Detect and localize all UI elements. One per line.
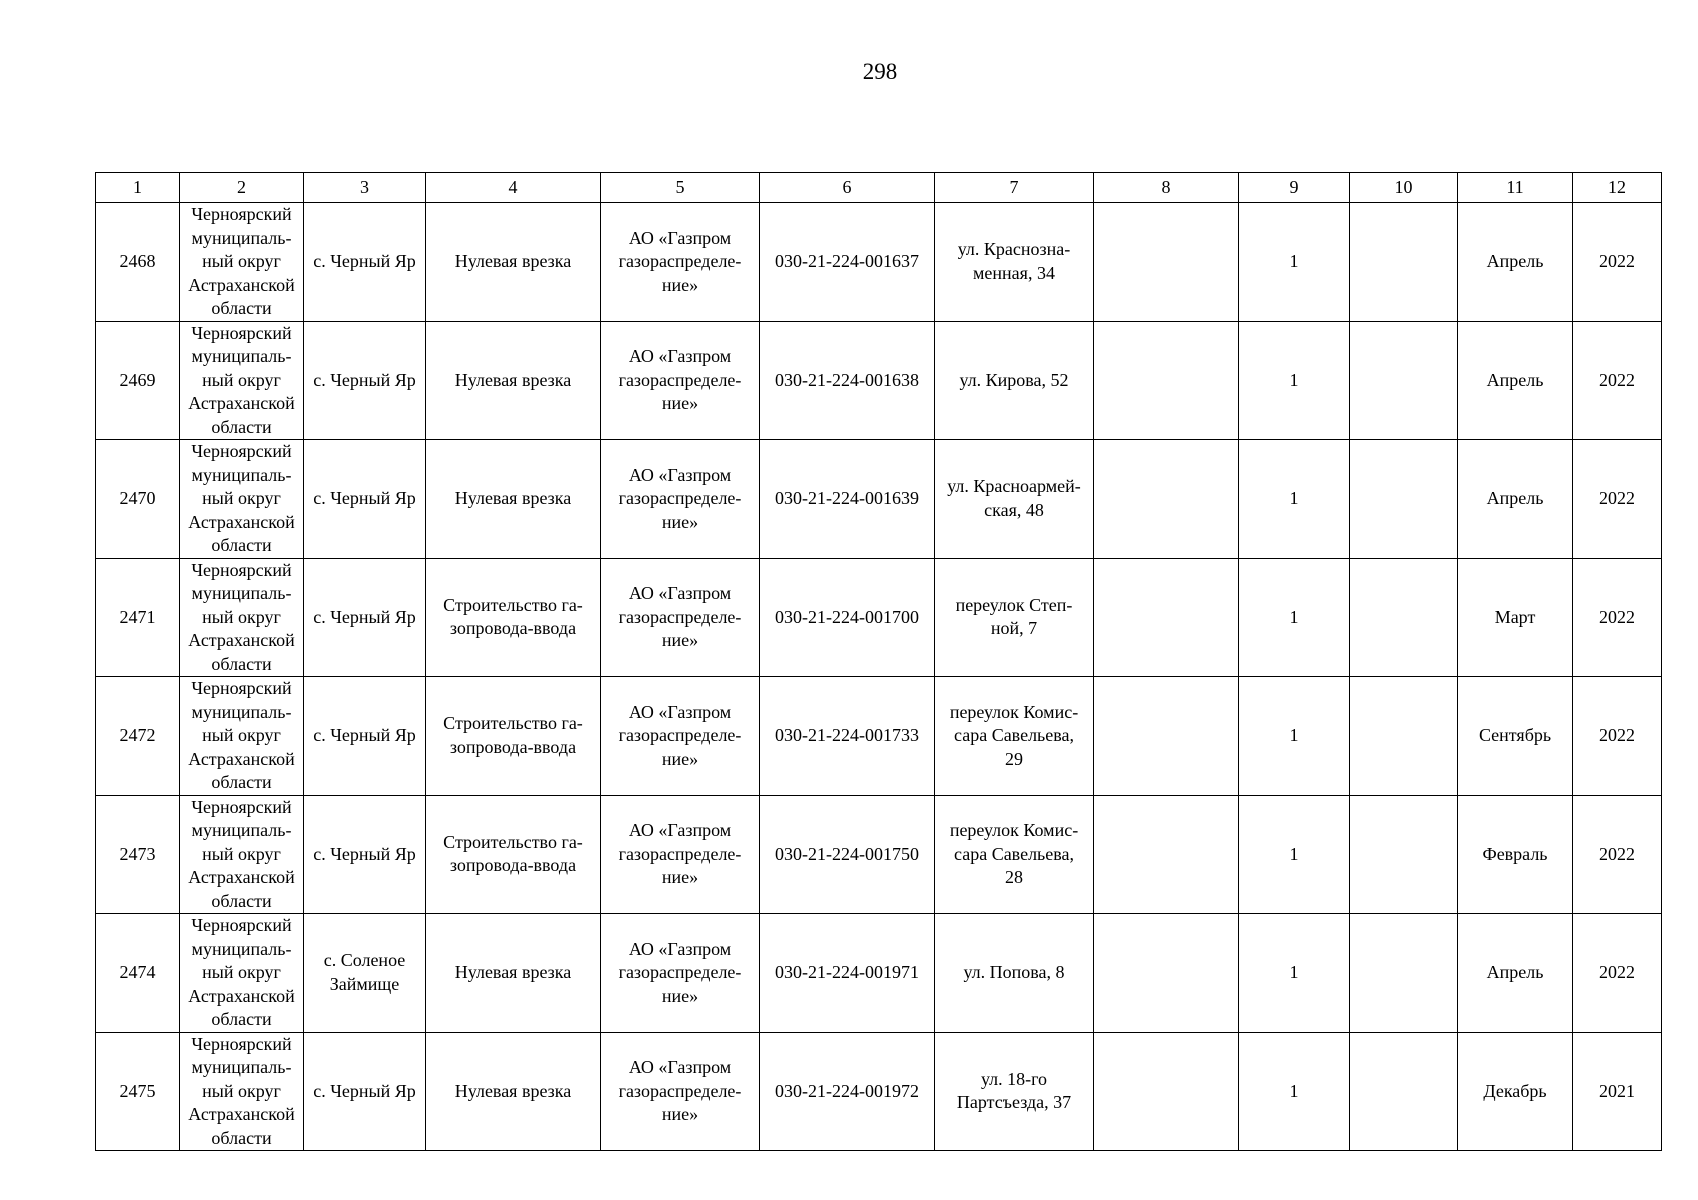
cell-line: с. Черный Яр bbox=[313, 725, 416, 745]
cell-line: ный округ bbox=[202, 369, 281, 390]
cell-line: переулок Комис- bbox=[949, 701, 1079, 722]
cell-line: сара Савельева, bbox=[954, 725, 1074, 745]
object-code-cell: 030-21-224-001971 bbox=[760, 914, 935, 1033]
column-10-cell bbox=[1350, 440, 1458, 559]
address-cell bbox=[935, 558, 1094, 677]
organization-cell bbox=[601, 440, 760, 559]
cell-line: области bbox=[211, 772, 272, 792]
settlement-cell bbox=[304, 914, 426, 1033]
address-cell bbox=[935, 203, 1094, 322]
cell-line: муниципаль- bbox=[191, 583, 292, 603]
cell-line: АО «Газпром bbox=[628, 227, 732, 248]
year-cell: 2022 bbox=[1573, 440, 1662, 559]
district-cell bbox=[180, 558, 304, 677]
year-cell: 2022 bbox=[1573, 795, 1662, 914]
organization-cell bbox=[601, 914, 760, 1033]
cell-line: ние» bbox=[661, 985, 699, 1006]
quantity-cell: 1 bbox=[1239, 914, 1350, 1033]
cell-line: переулок Степ- bbox=[955, 594, 1073, 615]
cell-line: Астраханской bbox=[188, 511, 295, 532]
cell-line: Нулевая врезка bbox=[454, 369, 572, 390]
cell-line: Строительство га- bbox=[443, 594, 583, 615]
cell-line: области bbox=[211, 890, 272, 911]
district-cell bbox=[180, 1032, 304, 1151]
year-cell: 2022 bbox=[1573, 677, 1662, 796]
cell-line: Астраханской bbox=[188, 748, 295, 769]
quantity-cell: 1 bbox=[1239, 558, 1350, 677]
settlement-cell bbox=[304, 1032, 426, 1151]
month-cell: Апрель bbox=[1458, 321, 1573, 440]
cell-line: Черноярский bbox=[191, 322, 292, 343]
object-code-cell: 030-21-224-001639 bbox=[760, 440, 935, 559]
cell-line: АО «Газпром bbox=[628, 820, 732, 840]
cell-line: с. Черный Яр bbox=[313, 606, 416, 627]
cell-line: ул. Красноармей- bbox=[947, 476, 1081, 497]
column-number: 8 bbox=[1094, 173, 1239, 203]
column-number: 4 bbox=[426, 173, 601, 203]
column-8-cell bbox=[1094, 1032, 1239, 1151]
cell-line: газораспределе- bbox=[618, 1080, 742, 1101]
cell-line: с. Соленое bbox=[323, 950, 406, 971]
row-number-cell: 2475 bbox=[96, 1032, 180, 1151]
column-10-cell bbox=[1350, 677, 1458, 796]
organization-cell bbox=[601, 677, 760, 796]
cell-line: Черноярский bbox=[191, 678, 292, 698]
district-cell bbox=[180, 677, 304, 796]
cell-line: газораспределе- bbox=[618, 606, 742, 627]
month-cell: Апрель bbox=[1458, 440, 1573, 559]
cell-line: 29 bbox=[1005, 748, 1023, 769]
object-code-cell: 030-21-224-001972 bbox=[760, 1032, 935, 1151]
cell-line: ный округ bbox=[202, 488, 281, 508]
cell-line: Астраханской bbox=[188, 867, 295, 887]
work-type-cell bbox=[426, 440, 601, 559]
column-number: 3 bbox=[304, 173, 426, 203]
month-cell: Апрель bbox=[1458, 203, 1573, 322]
object-code-cell: 030-21-224-001638 bbox=[760, 321, 935, 440]
table-row bbox=[96, 558, 1662, 677]
quantity-cell: 1 bbox=[1239, 321, 1350, 440]
cell-line: области bbox=[211, 1009, 272, 1029]
cell-line: ул. Краснозна- bbox=[957, 239, 1071, 260]
cell-line: Нулевая врезка bbox=[454, 488, 572, 508]
month-cell: Сентябрь bbox=[1458, 677, 1573, 796]
column-10-cell bbox=[1350, 914, 1458, 1033]
cell-line: газораспределе- bbox=[618, 843, 742, 864]
column-number: 5 bbox=[601, 173, 760, 203]
settlement-cell bbox=[304, 203, 426, 322]
column-8-cell bbox=[1094, 677, 1239, 796]
cell-line: Нулевая врезка bbox=[454, 962, 572, 982]
cell-line: ние» bbox=[661, 511, 699, 532]
month-cell: Декабрь bbox=[1458, 1032, 1573, 1151]
row-number-cell: 2471 bbox=[96, 558, 180, 677]
table-row bbox=[96, 1032, 1662, 1151]
cell-line: муниципаль- bbox=[191, 701, 292, 722]
organization-cell bbox=[601, 321, 760, 440]
year-cell: 2021 bbox=[1573, 1032, 1662, 1151]
cell-line: ул. 18-го bbox=[980, 1068, 1048, 1089]
cell-line: Займище bbox=[329, 973, 400, 994]
column-8-cell bbox=[1094, 795, 1239, 914]
row-number-cell: 2474 bbox=[96, 914, 180, 1033]
cell-line: Черноярский bbox=[191, 915, 292, 935]
district-cell bbox=[180, 203, 304, 322]
table-row bbox=[96, 321, 1662, 440]
cell-line: Черноярский bbox=[191, 204, 292, 224]
organization-cell bbox=[601, 203, 760, 322]
table-row bbox=[96, 440, 1662, 559]
cell-line: ние» bbox=[661, 274, 699, 295]
column-10-cell bbox=[1350, 1032, 1458, 1151]
cell-line: области bbox=[211, 416, 272, 437]
cell-line: газораспределе- bbox=[618, 962, 742, 982]
object-code-cell: 030-21-224-001700 bbox=[760, 558, 935, 677]
settlement-cell bbox=[304, 440, 426, 559]
cell-line: зопровода-ввода bbox=[449, 736, 577, 757]
column-number-row bbox=[96, 173, 1662, 203]
cell-line: Нулевая врезка bbox=[454, 251, 572, 271]
cell-line: муниципаль- bbox=[191, 346, 292, 366]
cell-line: ул. Кирова, 52 bbox=[959, 369, 1069, 390]
settlement-cell bbox=[304, 677, 426, 796]
cell-line: Черноярский bbox=[191, 559, 292, 580]
district-cell bbox=[180, 321, 304, 440]
cell-line: Черноярский bbox=[191, 796, 292, 817]
cell-line: муниципаль- bbox=[191, 1057, 292, 1077]
column-number: 1 bbox=[96, 173, 180, 203]
organization-cell bbox=[601, 795, 760, 914]
cell-line: Партсъезда, 37 bbox=[956, 1092, 1072, 1113]
cell-line: 28 bbox=[1005, 867, 1023, 887]
cell-line: ный округ bbox=[202, 725, 281, 745]
cell-line: ул. Попова, 8 bbox=[963, 962, 1065, 982]
cell-line: Строительство га- bbox=[443, 831, 583, 852]
work-type-cell bbox=[426, 914, 601, 1033]
cell-line: с. Черный Яр bbox=[313, 843, 416, 864]
table-row bbox=[96, 203, 1662, 322]
cell-line: АО «Газпром bbox=[628, 464, 732, 485]
column-number: 11 bbox=[1458, 173, 1573, 203]
cell-line: ный округ bbox=[202, 1080, 281, 1101]
month-cell: Март bbox=[1458, 558, 1573, 677]
cell-line: муниципаль- bbox=[191, 227, 292, 248]
year-cell: 2022 bbox=[1573, 914, 1662, 1033]
table-row bbox=[96, 677, 1662, 796]
cell-line: ный округ bbox=[202, 843, 281, 864]
object-code-cell: 030-21-224-001733 bbox=[760, 677, 935, 796]
settlement-cell bbox=[304, 795, 426, 914]
column-number: 12 bbox=[1573, 173, 1662, 203]
cell-line: с. Черный Яр bbox=[313, 1080, 416, 1101]
address-cell bbox=[935, 440, 1094, 559]
cell-line: АО «Газпром bbox=[628, 1057, 732, 1077]
address-cell bbox=[935, 677, 1094, 796]
table-body bbox=[96, 173, 1662, 1151]
district-cell bbox=[180, 795, 304, 914]
column-number: 10 bbox=[1350, 173, 1458, 203]
organization-cell bbox=[601, 1032, 760, 1151]
cell-line: области bbox=[211, 535, 272, 555]
page-number: 298 bbox=[862, 59, 898, 84]
work-type-cell bbox=[426, 321, 601, 440]
cell-line: АО «Газпром bbox=[628, 583, 732, 603]
work-type-cell bbox=[426, 203, 601, 322]
cell-line: ская, 48 bbox=[984, 499, 1044, 520]
cell-line: ние» bbox=[661, 748, 699, 769]
cell-line: Черноярский bbox=[191, 441, 292, 461]
settlement-cell bbox=[304, 558, 426, 677]
cell-line: ние» bbox=[661, 1104, 699, 1124]
address-cell bbox=[935, 1032, 1094, 1151]
cell-line: переулок Комис- bbox=[949, 820, 1079, 840]
cell-line: газораспределе- bbox=[618, 369, 742, 390]
organization-cell bbox=[601, 558, 760, 677]
cell-line: Астраханской bbox=[188, 1104, 295, 1124]
cell-line: области bbox=[211, 1127, 272, 1148]
cell-line: ние» bbox=[661, 393, 699, 413]
row-number-cell: 2468 bbox=[96, 203, 180, 322]
cell-line: сара Савельева, bbox=[954, 843, 1074, 864]
cell-line: муниципаль- bbox=[191, 464, 292, 485]
year-cell: 2022 bbox=[1573, 203, 1662, 322]
district-cell bbox=[180, 440, 304, 559]
quantity-cell: 1 bbox=[1239, 1032, 1350, 1151]
row-number-cell: 2470 bbox=[96, 440, 180, 559]
quantity-cell: 1 bbox=[1239, 795, 1350, 914]
cell-line: газораспределе- bbox=[618, 488, 742, 508]
settlement-cell bbox=[304, 321, 426, 440]
month-cell: Февраль bbox=[1458, 795, 1573, 914]
cell-line: области bbox=[211, 653, 272, 674]
cell-line: зопровода-ввода bbox=[449, 855, 577, 876]
column-number: 9 bbox=[1239, 173, 1350, 203]
cell-line: Астраханской bbox=[188, 985, 295, 1006]
cell-line: ние» bbox=[661, 630, 699, 650]
row-number-cell: 2473 bbox=[96, 795, 180, 914]
column-10-cell bbox=[1350, 321, 1458, 440]
object-code-cell: 030-21-224-001750 bbox=[760, 795, 935, 914]
quantity-cell: 1 bbox=[1239, 203, 1350, 322]
column-8-cell bbox=[1094, 558, 1239, 677]
quantity-cell: 1 bbox=[1239, 677, 1350, 796]
cell-line: муниципаль- bbox=[191, 938, 292, 959]
work-type-cell bbox=[426, 1032, 601, 1151]
cell-line: Строительство га- bbox=[443, 713, 583, 734]
column-8-cell bbox=[1094, 440, 1239, 559]
column-number: 6 bbox=[760, 173, 935, 203]
column-10-cell bbox=[1350, 558, 1458, 677]
column-8-cell bbox=[1094, 914, 1239, 1033]
work-type-cell bbox=[426, 558, 601, 677]
address-cell bbox=[935, 914, 1094, 1033]
work-type-cell bbox=[426, 677, 601, 796]
column-number: 7 bbox=[935, 173, 1094, 203]
column-10-cell bbox=[1350, 795, 1458, 914]
column-8-cell bbox=[1094, 321, 1239, 440]
cell-line: Нулевая врезка bbox=[454, 1080, 572, 1101]
cell-line: Астраханской bbox=[188, 630, 295, 650]
object-code-cell: 030-21-224-001637 bbox=[760, 203, 935, 322]
year-cell: 2022 bbox=[1573, 321, 1662, 440]
cell-line: АО «Газпром bbox=[628, 938, 732, 959]
cell-line: с. Черный Яр bbox=[313, 488, 416, 508]
cell-line: ный округ bbox=[202, 962, 281, 982]
work-type-cell bbox=[426, 795, 601, 914]
cell-line: зопровода-ввода bbox=[449, 618, 577, 639]
cell-line: газораспределе- bbox=[618, 725, 742, 745]
cell-line: Астраханской bbox=[188, 393, 295, 413]
table-row bbox=[96, 914, 1662, 1033]
address-cell bbox=[935, 321, 1094, 440]
address-cell bbox=[935, 795, 1094, 914]
cell-line: с. Черный Яр bbox=[313, 251, 416, 271]
register-table bbox=[95, 172, 1662, 1151]
cell-line: Астраханской bbox=[188, 274, 295, 295]
cell-line: АО «Газпром bbox=[628, 701, 732, 722]
row-number-cell: 2472 bbox=[96, 677, 180, 796]
row-number-cell: 2469 bbox=[96, 321, 180, 440]
table-row bbox=[96, 795, 1662, 914]
cell-line: газораспределе- bbox=[618, 251, 742, 271]
cell-line: менная, 34 bbox=[973, 262, 1055, 283]
cell-line: Черноярский bbox=[191, 1033, 292, 1054]
district-cell bbox=[180, 914, 304, 1033]
cell-line: муниципаль- bbox=[191, 820, 292, 840]
cell-line: области bbox=[211, 298, 272, 318]
column-10-cell bbox=[1350, 203, 1458, 322]
cell-line: ный округ bbox=[202, 251, 281, 271]
cell-line: ной, 7 bbox=[990, 618, 1038, 639]
year-cell: 2022 bbox=[1573, 558, 1662, 677]
cell-line: ние» bbox=[661, 867, 699, 887]
cell-line: с. Черный Яр bbox=[313, 369, 416, 390]
cell-line: АО «Газпром bbox=[628, 346, 732, 366]
month-cell: Апрель bbox=[1458, 914, 1573, 1033]
quantity-cell: 1 bbox=[1239, 440, 1350, 559]
column-number: 2 bbox=[180, 173, 304, 203]
cell-line: ный округ bbox=[202, 606, 281, 627]
column-8-cell bbox=[1094, 203, 1239, 322]
